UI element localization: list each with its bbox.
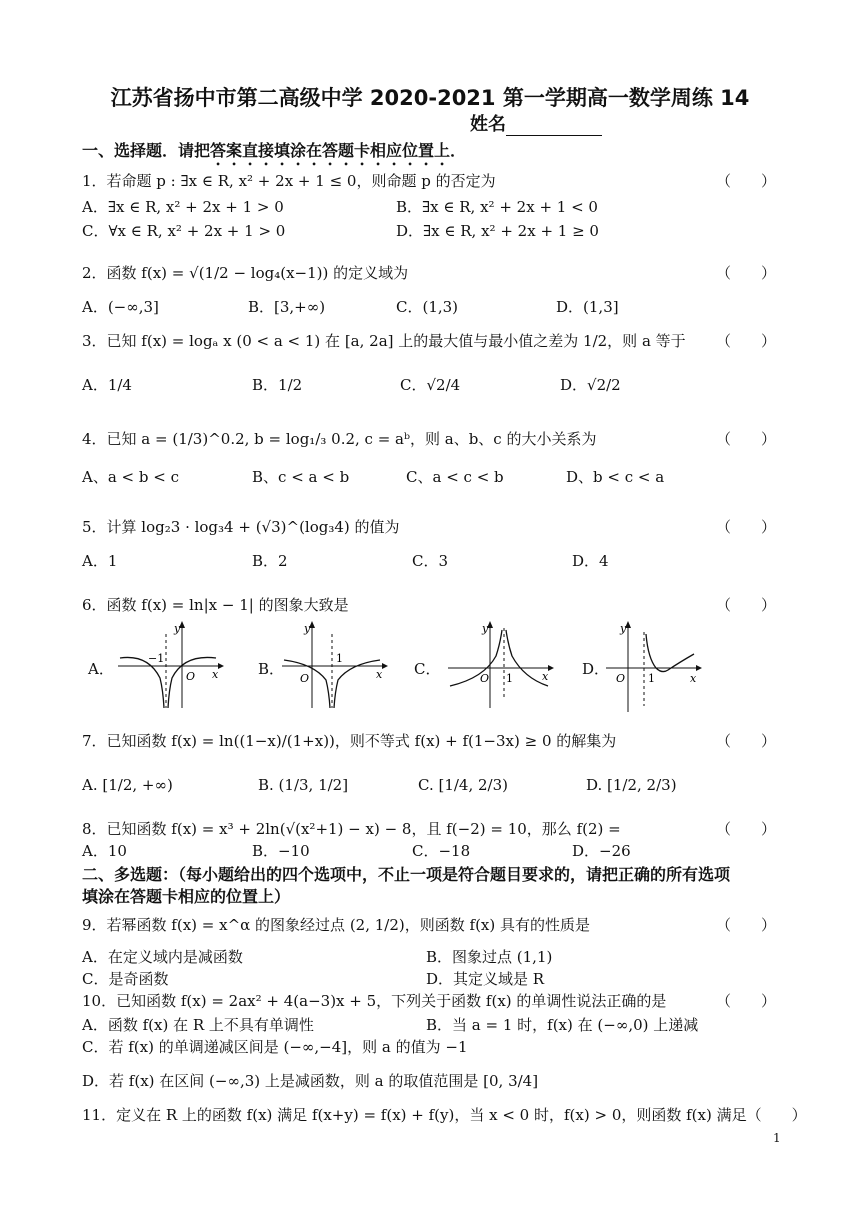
question-1-stem: 1．若命题 p : ∃x ∈ R, x² + 2x + 1 ≤ 0，则命题 p 的否定为	[82, 172, 496, 190]
question-8-option-d: D．−26	[572, 842, 631, 860]
question-11-stem: 11．定义在 R 上的函数 f(x) 满足 f(x+y) = f(x) + f(y)，当 x < 0 时，f(x) > 0，则函数 f(x) 满足（ ）	[82, 1106, 807, 1124]
question-6-option-d: D．	[582, 660, 610, 678]
graph-d-y-label: y	[620, 622, 627, 635]
question-1-option-b: B．∃x ∈ R, x² + 2x + 1 < 0	[396, 198, 598, 216]
question-9-answer-paren[interactable]: （ ）	[716, 916, 777, 934]
graph-b-tick: 1	[336, 652, 343, 665]
question-3-option-b: B．1/2	[252, 376, 303, 394]
question-10-option-c: C．若 f(x) 的单调递减区间是 (−∞,−4]，则 a 的值为 −1	[82, 1038, 468, 1056]
section-1-emphasis: 答案直接填涂在答题卡相应位置上	[210, 141, 451, 160]
question-5-option-b: B．2	[252, 552, 288, 570]
question-8-stem: 8．已知函数 f(x) = x³ + 2ln(√(x²+1) − x) − 8，且 f(−2) = 10，那么 f(2) =	[82, 820, 621, 838]
question-10-option-b: B．当 a = 1 时，f(x) 在 (−∞,0) 上递减	[426, 1016, 699, 1034]
question-2-option-a: A．(−∞,3]	[82, 298, 159, 316]
question-4-answer-paren[interactable]: （ ）	[716, 430, 777, 448]
graph-b	[282, 620, 388, 710]
question-7-option-a: A. [1/2, +∞)	[82, 776, 173, 794]
graph-a-left-branch	[120, 657, 164, 708]
question-9-option-c: C．是奇函数	[82, 970, 169, 988]
question-9-option-b: B．图象过点 (1,1)	[426, 948, 553, 966]
question-10-option-d: D．若 f(x) 在区间 (−∞,3) 上是减函数，则 a 的取值范围是 [0, 3/4]	[82, 1072, 539, 1090]
question-4-option-c: C、a < c < b	[406, 468, 504, 486]
question-3-option-d: D．√2/2	[560, 376, 621, 394]
graph-a	[118, 620, 224, 710]
graph-a-y-label: y	[174, 622, 181, 635]
graph-d-tick: 1	[648, 672, 655, 685]
question-5-option-c: C．3	[412, 552, 449, 570]
question-7-answer-paren[interactable]: （ ）	[716, 732, 777, 750]
question-4-stem: 4．已知 a = (1/3)^0.2, b = log₁/₃ 0.2, c = aᵇ，则 a、b、c 的大小关系为	[82, 430, 597, 448]
question-2-stem: 2．函数 f(x) = √(1/2 − log₄(x−1)) 的定义域为	[82, 264, 409, 282]
question-5-answer-paren[interactable]: （ ）	[716, 518, 777, 536]
graph-a-x-arrow-icon	[218, 663, 224, 669]
section-1-heading	[82, 138, 466, 169]
question-3-option-a: A．1/4	[82, 376, 132, 394]
question-4-option-a: A、a < b < c	[82, 468, 179, 486]
graph-c-left-branch	[450, 630, 502, 686]
question-4-option-b: B、c < a < b	[252, 468, 350, 486]
section-2-heading-line-2: 填涂在答题卡相应的位置上）	[82, 887, 291, 906]
question-5-option-d: D．4	[572, 552, 609, 570]
question-6-option-b: B．	[258, 660, 285, 678]
question-8-answer-paren[interactable]: （ ）	[716, 820, 777, 838]
graph-c-x-arrow-icon	[548, 665, 554, 671]
question-1-option-c: C．∀x ∈ R, x² + 2x + 1 > 0	[82, 222, 286, 240]
name-label: 姓名	[470, 114, 506, 135]
question-2-option-b: B．[3,+∞)	[248, 298, 326, 316]
question-8-option-c: C．−18	[412, 842, 471, 860]
question-2-option-c: C．(1,3)	[396, 298, 459, 316]
question-8-option-b: B．−10	[252, 842, 310, 860]
question-6-answer-paren[interactable]: （ ）	[716, 596, 777, 614]
graph-b-x-label: x	[376, 668, 383, 681]
question-10-answer-paren[interactable]: （ ）	[716, 992, 777, 1010]
section-1-suffix: ．	[450, 141, 467, 160]
graph-a-origin: O	[186, 670, 196, 683]
question-8-option-a: A．10	[82, 842, 127, 860]
question-10-option-a: A．函数 f(x) 在 R 上不具有单调性	[82, 1016, 314, 1034]
graph-d-origin: O	[616, 672, 626, 685]
question-1-option-d: D．∃x ∈ R, x² + 2x + 1 ≥ 0	[396, 222, 599, 240]
question-2-option-d: D．(1,3]	[556, 298, 619, 316]
graph-c-tick: 1	[506, 672, 513, 685]
question-10-stem: 10．已知函数 f(x) = 2ax² + 4(a−3)x + 5，下列关于函数 f(x) 的单调性说法正确的是	[82, 992, 667, 1010]
question-1-option-a: A．∃x ∈ R, x² + 2x + 1 > 0	[82, 198, 284, 216]
graph-b-right-branch	[334, 660, 380, 708]
graph-a-tick: −1	[148, 652, 165, 665]
question-6-option-c: C．	[414, 660, 441, 678]
graph-d-x-label: x	[690, 672, 697, 685]
question-3-answer-paren[interactable]: （ ）	[716, 332, 777, 350]
question-7-stem: 7．已知函数 f(x) = ln((1−x)/(1+x))，则不等式 f(x) + f(1−3x) ≥ 0 的解集为	[82, 732, 617, 750]
graph-b-origin: O	[300, 672, 310, 685]
graph-c-origin: O	[480, 672, 490, 685]
question-6-stem: 6．函数 f(x) = ln|x − 1| 的图象大致是	[82, 596, 349, 614]
question-2-answer-paren[interactable]: （ ）	[716, 264, 777, 282]
page-number: 1	[773, 1131, 781, 1145]
question-1-answer-paren[interactable]: （ ）	[716, 172, 777, 190]
graph-a-x-label: x	[212, 668, 219, 681]
question-9-option-d: D．其定义域是 R	[426, 970, 545, 988]
section-2-heading-line-1: 二、多选题：（每小题给出的四个选项中，不止一项是符合题目要求的，请把正确的所有选项	[82, 865, 731, 884]
question-7-option-c: C. [1/4, 2/3)	[418, 776, 508, 794]
question-5-option-a: A．1	[82, 552, 118, 570]
question-6-option-a: A．	[88, 660, 114, 678]
graph-c	[448, 620, 554, 710]
graph-d-x-arrow-icon	[696, 665, 702, 671]
question-4-option-d: D、b < c < a	[566, 468, 665, 486]
question-7-option-b: B. (1/3, 1/2]	[258, 776, 349, 794]
graph-c-x-label: x	[542, 670, 549, 683]
question-7-option-d: D. [1/2, 2/3)	[586, 776, 677, 794]
question-5-stem: 5．计算 log₂3 · log₃4 + (√3)^(log₃4) 的值为	[82, 518, 400, 536]
name-field	[470, 110, 602, 136]
section-1-prefix: 一、选择题．请把	[82, 141, 211, 160]
graph-b-y-label: y	[304, 622, 311, 635]
question-3-stem: 3．已知 f(x) = logₐ x (0 < a < 1) 在 [a, 2a] 上的最大值与最小值之差为 1/2，则 a 等于	[82, 332, 686, 350]
question-3-option-c: C．√2/4	[400, 376, 461, 394]
question-9-option-a: A．在定义域内是减函数	[82, 948, 243, 966]
name-blank[interactable]	[506, 117, 602, 136]
graph-d-curve	[646, 634, 694, 672]
graph-d	[606, 620, 702, 714]
graph-c-y-label: y	[482, 622, 489, 635]
page-title: 江苏省扬中市第二高级中学 2020-2021 第一学期高一数学周练 14	[110, 86, 750, 110]
question-9-stem: 9．若幂函数 f(x) = x^α 的图象经过点 (2, 1/2)，则函数 f(x) 具有的性质是	[82, 916, 591, 934]
graph-b-x-arrow-icon	[382, 663, 388, 669]
